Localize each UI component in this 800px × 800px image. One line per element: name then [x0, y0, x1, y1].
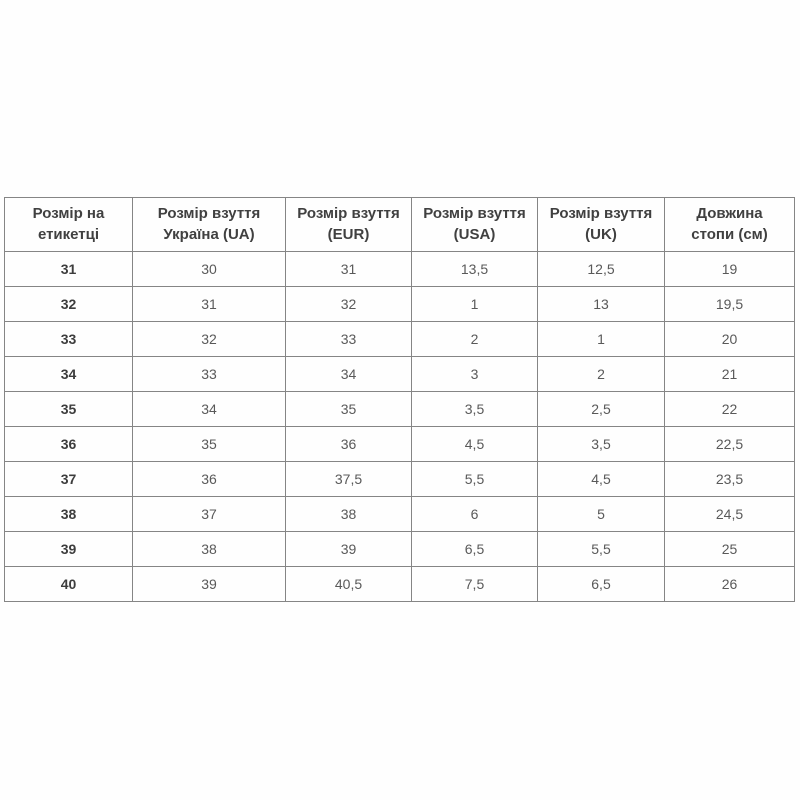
table-cell: 34 [133, 392, 286, 427]
column-header: Довжина стопи (см) [665, 198, 795, 252]
table-cell: 35 [133, 427, 286, 462]
table-cell: 22,5 [665, 427, 795, 462]
shoe-size-conversion-table [4, 197, 795, 602]
table-row [5, 287, 795, 322]
label-size-cell: 31 [5, 252, 133, 287]
table-cell: 2 [538, 357, 665, 392]
column-header: Розмір взуття Україна (UA) [133, 198, 286, 252]
table-cell: 25 [665, 532, 795, 567]
table-row [5, 322, 795, 357]
size-table-container [4, 197, 794, 602]
table-cell: 34 [286, 357, 412, 392]
table-row [5, 392, 795, 427]
table-cell: 32 [286, 287, 412, 322]
table-cell: 32 [133, 322, 286, 357]
table-row [5, 427, 795, 462]
table-cell: 13,5 [412, 252, 538, 287]
table-cell: 2,5 [538, 392, 665, 427]
table-cell: 33 [133, 357, 286, 392]
table-cell: 12,5 [538, 252, 665, 287]
table-cell: 19 [665, 252, 795, 287]
table-cell: 23,5 [665, 462, 795, 497]
label-size-cell: 35 [5, 392, 133, 427]
label-size-cell: 34 [5, 357, 133, 392]
table-cell: 21 [665, 357, 795, 392]
table-cell: 20 [665, 322, 795, 357]
table-body [5, 252, 795, 602]
label-size-cell: 38 [5, 497, 133, 532]
table-cell: 5,5 [412, 462, 538, 497]
table-cell: 2 [412, 322, 538, 357]
table-cell: 1 [538, 322, 665, 357]
table-row [5, 357, 795, 392]
table-header-row [5, 198, 795, 252]
label-size-cell: 32 [5, 287, 133, 322]
table-cell: 22 [665, 392, 795, 427]
table-cell: 5,5 [538, 532, 665, 567]
table-cell: 40,5 [286, 567, 412, 602]
table-cell: 6 [412, 497, 538, 532]
table-cell: 37 [133, 497, 286, 532]
table-row [5, 532, 795, 567]
table-cell: 36 [286, 427, 412, 462]
column-header: Розмір взуття (EUR) [286, 198, 412, 252]
table-cell: 7,5 [412, 567, 538, 602]
table-cell: 4,5 [412, 427, 538, 462]
table-cell: 31 [286, 252, 412, 287]
label-size-cell: 40 [5, 567, 133, 602]
label-size-cell: 37 [5, 462, 133, 497]
table-cell: 1 [412, 287, 538, 322]
table-cell: 6,5 [412, 532, 538, 567]
table-cell: 3,5 [538, 427, 665, 462]
table-row [5, 567, 795, 602]
table-cell: 5 [538, 497, 665, 532]
table-cell: 38 [286, 497, 412, 532]
table-cell: 13 [538, 287, 665, 322]
column-header: Розмір на етикетці [5, 198, 133, 252]
column-header: Розмір взуття (UK) [538, 198, 665, 252]
table-cell: 30 [133, 252, 286, 287]
table-cell: 3 [412, 357, 538, 392]
table-cell: 3,5 [412, 392, 538, 427]
table-row [5, 462, 795, 497]
table-cell: 4,5 [538, 462, 665, 497]
table-cell: 31 [133, 287, 286, 322]
table-cell: 38 [133, 532, 286, 567]
table-cell: 19,5 [665, 287, 795, 322]
table-cell: 6,5 [538, 567, 665, 602]
table-cell: 39 [286, 532, 412, 567]
table-cell: 35 [286, 392, 412, 427]
label-size-cell: 36 [5, 427, 133, 462]
table-row [5, 252, 795, 287]
table-row [5, 497, 795, 532]
table-cell: 26 [665, 567, 795, 602]
label-size-cell: 39 [5, 532, 133, 567]
table-cell: 24,5 [665, 497, 795, 532]
table-cell: 39 [133, 567, 286, 602]
table-cell: 33 [286, 322, 412, 357]
label-size-cell: 33 [5, 322, 133, 357]
column-header: Розмір взуття (USA) [412, 198, 538, 252]
table-cell: 37,5 [286, 462, 412, 497]
table-cell: 36 [133, 462, 286, 497]
